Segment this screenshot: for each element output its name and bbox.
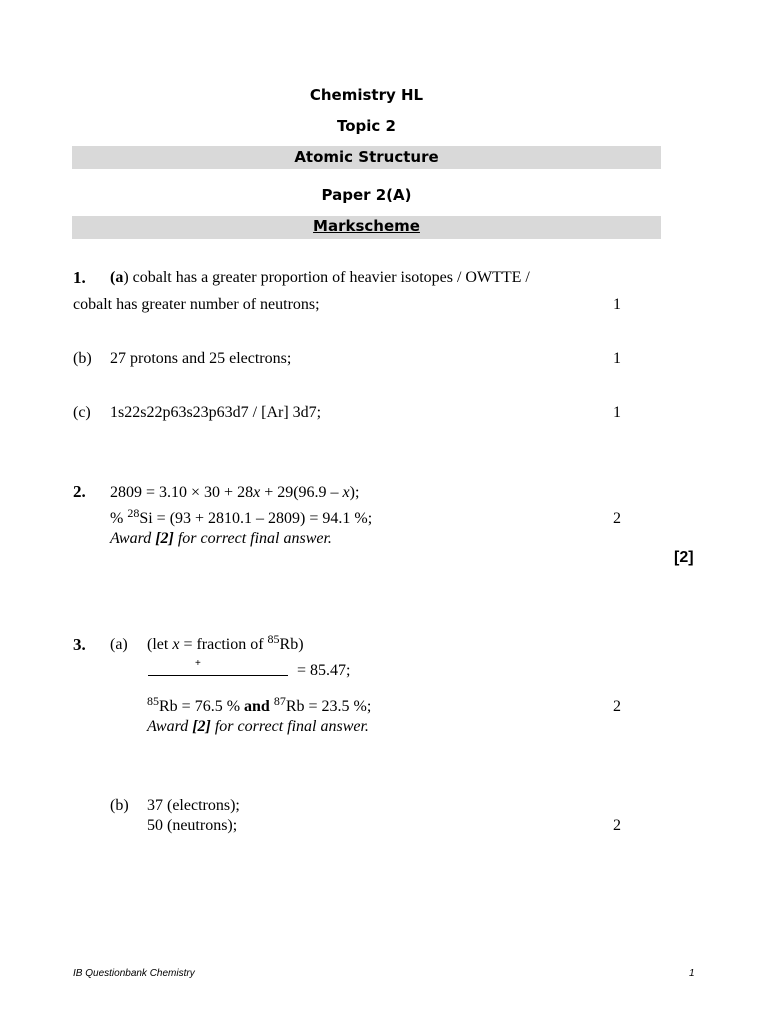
q3-answer-line — [147, 694, 372, 716]
q1-part-b-mark: 1 — [613, 350, 621, 367]
percent-sign: % — [110, 510, 128, 527]
rb87-result: Rb = 23.5 %; — [285, 698, 372, 715]
q3-part-b-line2: 50 (neutrons); — [147, 817, 238, 834]
part-a-label: (a — [110, 269, 124, 286]
award-suffix: for correct final answer. — [173, 530, 332, 547]
q2-mark: 2 — [613, 510, 621, 527]
let-mid: = fraction of — [179, 636, 268, 653]
paper-heading: Paper 2(A) — [321, 186, 412, 204]
mass-number: 85 — [147, 694, 159, 708]
page-number: 1 — [689, 968, 695, 979]
award-marks: [2] — [155, 530, 174, 547]
q1-part-b-text: 27 protons and 25 electrons; — [110, 350, 292, 367]
markscheme-heading: Markscheme — [313, 217, 420, 235]
question-number: 1. — [73, 268, 86, 287]
variable-x: x — [253, 484, 261, 501]
q2-award-note — [110, 530, 332, 548]
q3-part-a-mark: 2 — [613, 698, 621, 715]
fraction-plus: + — [195, 658, 201, 669]
and-word: and — [244, 698, 270, 715]
q1-part-a-line1 — [110, 269, 530, 287]
mass-number: 85 — [267, 632, 280, 646]
award-prefix: Award — [110, 530, 156, 547]
q1-part-c-label: (c) — [73, 404, 91, 421]
q3-part-b-line1: 37 (electrons); — [147, 797, 240, 814]
question-number: 3. — [73, 635, 86, 654]
rb-symbol: Rb) — [279, 636, 304, 653]
mass-number: 28 — [127, 506, 140, 520]
q3-award-note — [147, 718, 369, 736]
fraction-result: = 85.47; — [297, 662, 351, 679]
q1-part-c-mark: 1 — [613, 404, 621, 421]
question-2 — [73, 482, 86, 502]
variable-x: x — [172, 636, 180, 653]
q3-part-b-mark: 2 — [613, 817, 621, 834]
let-prefix: (let — [147, 636, 173, 653]
eq-part: ); — [349, 484, 360, 501]
rb85-result: Rb = 76.5 % — [159, 698, 245, 715]
q2-total-marks: [2] — [674, 549, 694, 566]
award-prefix: Award — [147, 718, 193, 735]
subject-heading: Chemistry HL — [309, 86, 424, 104]
variable-x: x — [342, 484, 350, 501]
q2-percentage-line — [110, 506, 373, 528]
page-title: Atomic Structure — [294, 148, 439, 166]
question-number: 2. — [73, 482, 86, 501]
q3-let-statement — [147, 632, 304, 654]
part-a-label-close: ) — [123, 269, 129, 286]
q1-part-a-line2: cobalt has greater number of neutrons; — [73, 296, 320, 313]
question-3 — [73, 635, 86, 655]
q1-part-a-mark: 1 — [613, 296, 621, 313]
footer-source: IB Questionbank Chemistry — [73, 968, 195, 979]
question-1 — [73, 268, 86, 288]
fraction-bar — [148, 675, 288, 676]
award-suffix: for correct final answer. — [210, 718, 369, 735]
si-result: Si = (93 + 2810.1 – 2809) = 94.1 %; — [139, 510, 373, 527]
q3-part-b-label: (b) — [110, 797, 129, 814]
q2-equation — [110, 484, 359, 502]
q1-part-a-text: cobalt has a greater proportion of heavier isotopes / OWTTE / — [128, 269, 530, 286]
q1-part-c-text: 1s22s22p63s23p63d7 / [Ar] 3d7; — [110, 404, 322, 421]
eq-part: + 29(96.9 – — [260, 484, 343, 501]
q3-part-a-label: (a) — [110, 636, 128, 653]
q1-part-b-label: (b) — [73, 350, 92, 367]
eq-part: 2809 = 3.10 × 30 + 28 — [110, 484, 254, 501]
award-marks: [2] — [192, 718, 211, 735]
topic-heading: Topic 2 — [337, 117, 396, 135]
mass-number: 87 — [273, 694, 286, 708]
